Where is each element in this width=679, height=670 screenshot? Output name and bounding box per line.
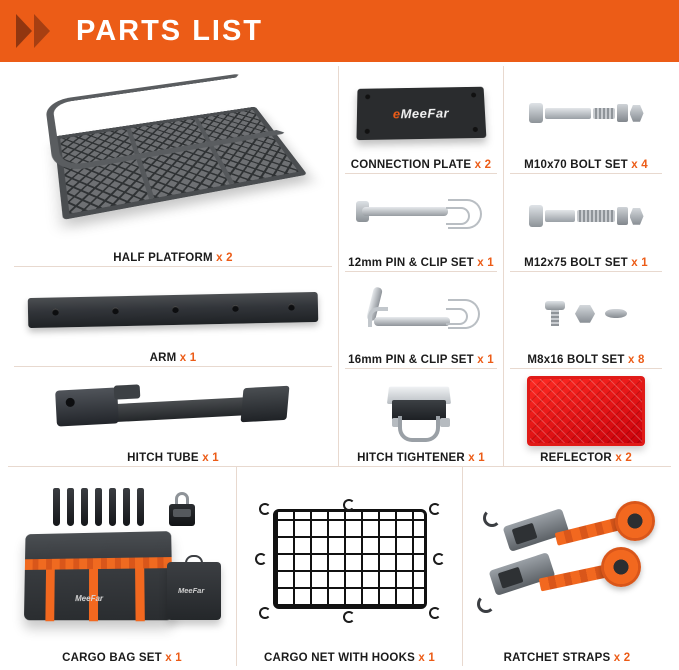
part-bolt-m12x75 (504, 174, 668, 271)
label-cargo-net: CARGO NET WITH HOOKS (264, 652, 415, 664)
column-middle (338, 66, 503, 466)
qty-pin-clip-16: x 1 (477, 354, 494, 367)
label-pin-clip-16: 16mm PIN & CLIP SET (348, 354, 474, 367)
bottom-section (8, 466, 671, 666)
label-hitch-tube: HITCH TUBE (127, 452, 199, 464)
net-hook-icon (429, 607, 441, 619)
cargo-net-art (241, 473, 458, 649)
qty-ratchet-straps: x 2 (613, 652, 631, 664)
strap-coil-icon (601, 547, 641, 587)
qty-hitch-tube: x 1 (202, 452, 219, 464)
caption-half-platform (113, 249, 232, 264)
bolt-m12x75-art (508, 178, 664, 254)
chevron-decoration (16, 14, 50, 48)
cargo-net-icon (255, 501, 445, 621)
label-hitch-tightener: HITCH TIGHTENER (357, 452, 465, 464)
part-bolt-m10x70 (504, 66, 668, 173)
pin-and-clip-icon (356, 193, 486, 239)
net-hook-icon (343, 499, 355, 511)
caption-reflector (540, 449, 632, 464)
pin-clip-12-art (343, 178, 499, 254)
part-connection-plate (339, 66, 503, 173)
net-hook-icon (429, 503, 441, 515)
bag-brand-label: MeeFar (75, 593, 104, 604)
caption-hitch-tightener (357, 449, 485, 464)
storage-pouch-icon (167, 562, 221, 620)
qty-bolt-m8x16: x 8 (627, 354, 645, 367)
strap-hook-icon (477, 595, 495, 613)
top-section (8, 66, 671, 466)
part-bolt-m8x16 (504, 272, 668, 369)
pouch-brand-label: MeeFar (178, 586, 205, 595)
qty-reflector: x 2 (615, 452, 632, 464)
caption-connection-plate (351, 156, 492, 171)
chevron-left-icon (34, 14, 50, 48)
strap-pins-group (53, 488, 144, 526)
label-bolt-m10x70: M10x70 BOLT SET (524, 159, 628, 172)
connection-plate-art (343, 70, 499, 156)
caption-hitch-tube (127, 449, 219, 464)
hitch-tube-icon (48, 379, 298, 441)
part-hitch-tightener (339, 369, 503, 466)
label-bolt-m8x16: M8x16 BOLT SET (527, 354, 625, 367)
bolt-set-icon (529, 103, 644, 123)
part-cargo-bag-set (8, 467, 236, 666)
part-hitch-tube (8, 367, 338, 466)
net-hook-icon (255, 553, 267, 565)
net-hook-icon (433, 553, 445, 565)
label-connection-plate: CONNECTION PLATE (350, 159, 472, 172)
label-half-platform: HALF PLATFORM (113, 251, 213, 264)
caption-cargo-net (264, 649, 435, 664)
caption-arm (150, 349, 197, 364)
part-arm (8, 267, 338, 367)
caption-pin-clip-12 (348, 254, 494, 269)
part-half-platform (8, 66, 338, 266)
ratchet-straps-icon (477, 499, 657, 624)
label-bolt-m12x75: M12x75 BOLT SET (524, 256, 628, 269)
qty-cargo-bag-set: x 1 (165, 652, 182, 664)
bolt-set-icon (529, 205, 644, 227)
qty-bolt-m10x70: x 4 (631, 159, 648, 172)
qty-half-platform: x 2 (216, 251, 233, 264)
net-hook-icon (259, 607, 271, 619)
cargo-bag-set-icon (17, 486, 227, 636)
qty-pin-clip-12: x 1 (477, 256, 494, 269)
qty-hitch-tightener: x 1 (468, 452, 485, 464)
bolt-m8x16-art (508, 276, 664, 352)
caption-cargo-bag-set (62, 649, 182, 664)
brand-name: MeeFar (400, 105, 450, 121)
caption-pin-clip-16 (348, 351, 494, 366)
qty-connection-plate: x 2 (474, 159, 492, 172)
cargo-bag-set-art (12, 473, 232, 649)
combination-lock-icon (169, 492, 195, 526)
half-platform-art (12, 70, 334, 249)
label-arm: ARM (149, 352, 177, 365)
part-reflector (504, 369, 668, 466)
qty-cargo-net: x 1 (418, 652, 435, 664)
part-pin-clip-16 (339, 272, 503, 369)
connection-plate-icon (356, 87, 486, 140)
part-cargo-net (236, 467, 462, 666)
chevron-left-icon (16, 14, 32, 48)
arm-bar-icon (28, 292, 319, 328)
bolt-m10x70-art (508, 70, 664, 156)
brand-accent-letter: e (392, 106, 401, 122)
label-reflector: REFLECTOR (540, 452, 612, 464)
qty-arm: x 1 (179, 352, 197, 365)
page-title: PARTS LIST (76, 14, 264, 47)
reflector-icon (527, 376, 645, 446)
arm-art (12, 271, 334, 350)
net-hook-icon (259, 503, 271, 515)
label-pin-clip-12: 12mm PIN & CLIP SET (348, 256, 474, 269)
qty-bolt-m12x75: x 1 (631, 256, 648, 269)
hitch-tightener-icon (378, 376, 464, 446)
brand-logo (393, 105, 450, 121)
caption-bolt-m12x75 (524, 254, 648, 269)
strap-coil-icon (615, 501, 655, 541)
caption-ratchet-straps (504, 649, 631, 664)
bent-pin-and-clip-icon (356, 283, 486, 345)
hitch-tube-art (12, 371, 334, 449)
ratchet-straps-art (467, 473, 667, 649)
label-ratchet-straps: RATCHET STRAPS (503, 652, 611, 664)
part-pin-clip-12 (339, 174, 503, 271)
header-banner (0, 0, 679, 62)
column-left (8, 66, 338, 466)
label-cargo-bag-set: CARGO BAG SET (62, 652, 162, 664)
hitch-tightener-art (343, 373, 499, 449)
cargo-bag-icon (24, 531, 173, 620)
parts-list-sheet (0, 62, 679, 670)
net-hook-icon (343, 611, 355, 623)
pin-clip-16-art (343, 276, 499, 352)
bolt-set-icon (545, 301, 627, 326)
part-ratchet-straps (462, 467, 671, 666)
reflector-art (508, 373, 664, 449)
column-right (503, 66, 668, 466)
caption-bolt-m8x16 (527, 351, 644, 366)
caption-bolt-m10x70 (524, 156, 648, 171)
strap-hook-icon (483, 509, 501, 527)
